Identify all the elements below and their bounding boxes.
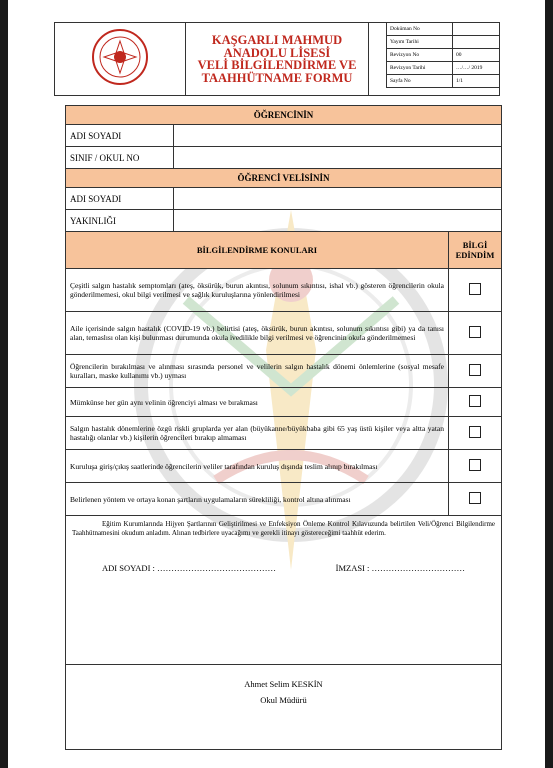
topic-checkbox-cell[interactable] — [449, 483, 502, 516]
topic-item: Aile içerisinde salgın hastalık (COVID-19 vb.) belirtisi (ateş, öksürük, burun akıntısı, solunum sıkıntısı gibi) ya da tanısı alan, temaslısı olan kişi bulunması durumunda okula ivedilikle bilgi verilmesi ve öğrencinin okula gönderilmemesi — [66, 312, 449, 355]
checkbox[interactable] — [469, 492, 481, 504]
title-line-4: TAAHHÜTNAME FORMU — [201, 70, 353, 85]
main-form-table — [65, 105, 502, 750]
meta-label: Yayım Tarihi — [387, 36, 453, 49]
topic-item: Salgın hastalık dönemlerine özgü riskli gruplarda yer alan (büyükanne/büyükbaba gibi 65 yaş üstü kişiler veya altta yatan hastalığı olanlar vb.) kişilerin öğrencileri bırakıp almaması — [66, 417, 449, 450]
meta-value — [453, 23, 500, 36]
topic-checkbox-cell[interactable] — [449, 388, 502, 417]
student-section-title: ÖĞRENCİNİN — [66, 106, 502, 125]
form-title — [186, 23, 369, 96]
declaration-text: Eğitim Kurumlarında Hijyen Şartlarının Geliştirilmesi ve Enfeksiyon Önleme Kontrol Kılavuzunda belirtilen Veli/Öğrenci Bilgilendirme Taahhütnamesini okudum anladım. Alınan tedbirlere uyacağımı ve gerekli itinayı göstereceğimi taahhüt ederim. — [72, 520, 495, 537]
ack-header — [449, 232, 502, 269]
ack-header-line-2: EDİNDİM — [455, 250, 495, 260]
meta-label: Doküman No — [387, 23, 453, 36]
topic-item: Öğrencilerin bırakılması ve alınması sırasında personel ve velilerin salgın hastalık dönemi önlemlerine (sosyal mesafe kuralları, maske kullanımı vb.) uyması — [66, 355, 449, 388]
topic-checkbox-cell[interactable] — [449, 312, 502, 355]
student-name-field[interactable] — [174, 125, 502, 147]
topic-item: Belirlenen yöntem ve ortaya konan şartların uygulamaların sürekliliği, kontrol altına alınması — [66, 483, 449, 516]
checkbox[interactable] — [469, 426, 481, 438]
title-line-2: ANADOLU LİSESİ — [223, 45, 331, 60]
guardian-section-title: ÖĞRENCİ VELİSİNİN — [66, 169, 502, 188]
topics-header: BİLGİLENDİRME KONULARI — [66, 232, 449, 269]
student-class-field[interactable] — [174, 147, 502, 169]
meta-value: …/…/ 2019 — [453, 62, 500, 75]
guardian-relation-label: YAKINLIĞI — [66, 210, 174, 232]
document-meta-table — [386, 22, 500, 88]
topic-checkbox-cell[interactable] — [449, 450, 502, 483]
principal-name: Ahmet Selim KESKİN — [244, 679, 323, 689]
signature-row — [72, 564, 495, 573]
topic-checkbox-cell[interactable] — [449, 417, 502, 450]
student-class-label: SINIF / OKUL NO — [66, 147, 174, 169]
guardian-relation-field[interactable] — [174, 210, 502, 232]
checkbox[interactable] — [469, 364, 481, 376]
topic-item: Mümkünse her gün aynı velinin öğrenciyi alması ve bırakması — [66, 388, 449, 417]
meta-label: Revizyon Tarihi — [387, 62, 453, 75]
form-page — [8, 0, 545, 768]
checkbox[interactable] — [469, 283, 481, 295]
checkbox[interactable] — [469, 326, 481, 338]
guardian-name-field[interactable] — [174, 188, 502, 210]
title-line-3: VELİ BİLGİLENDİRME VE — [197, 58, 357, 72]
topic-checkbox-cell[interactable] — [449, 269, 502, 312]
principal-title: Okul Müdürü — [260, 695, 307, 705]
topic-item: Çeşitli salgın hastalık semptomları (ateş, öksürük, burun akıntısı, solunum sıkıntısı, ishal vb.) gösteren öğrencilerin okula gönderilmemesi, okul bilgi verilmesi ve sağlık kuruluşlarına yönlendirilmesi — [66, 269, 449, 312]
meta-value — [453, 36, 500, 49]
meta-label: Revizyon No — [387, 49, 453, 62]
meta-value: 00 — [453, 49, 500, 62]
meb-logo-cell — [55, 23, 186, 96]
meta-value: 1/1 — [453, 75, 500, 88]
declaration-block — [66, 516, 502, 665]
topic-item: Kuruluşa giriş/çıkış saatlerinde öğrencilerin veliler tarafından kuruluş dışında teslim alınıp bırakılması — [66, 450, 449, 483]
parent-signature-line[interactable]: İMZASI : …………………………… — [335, 563, 465, 573]
topic-checkbox-cell[interactable] — [449, 355, 502, 388]
checkbox[interactable] — [469, 395, 481, 407]
guardian-name-label: ADI SOYADI — [66, 188, 174, 210]
checkbox[interactable] — [469, 459, 481, 471]
meta-label: Sayfa No — [387, 75, 453, 88]
student-name-label: ADI SOYADI — [66, 125, 174, 147]
parent-name-line[interactable]: ADI SOYADI : …………………………………… — [102, 563, 277, 573]
title-line-1: KAŞGARLI MAHMUD — [211, 33, 343, 47]
meb-logo-icon — [90, 27, 150, 87]
ack-header-line-1: BİLGİ — [462, 240, 488, 250]
principal-block — [66, 665, 502, 750]
